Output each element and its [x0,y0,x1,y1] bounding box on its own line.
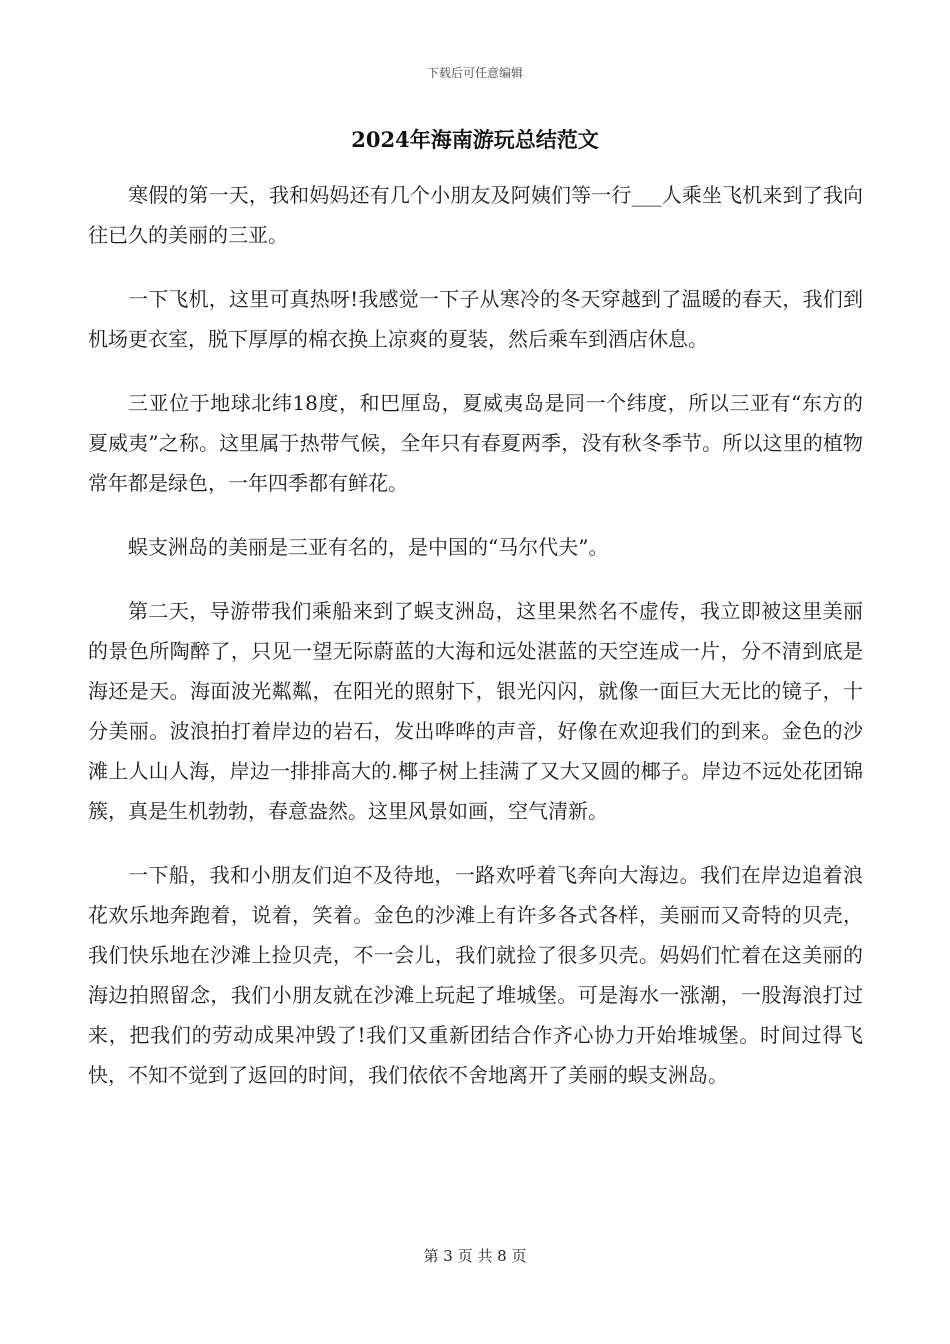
paragraph: 第二天，导游带我们乘船来到了蜈支洲岛，这里果然名不虚传，我立即被这里美丽的景色所陶醉了，只见一望无际蔚蓝的大海和远处湛蓝的天空连成一片，分不清到底是海还是天。海面波光粼粼，在阳光的照射下，银光闪闪，就像一面巨大无比的镜子，十分美丽。波浪拍打着岸边的岩石，发出哗哗的声音，好像在欢迎我们的到来。金色的沙滩上人山人海，岸边一排排高大的.椰子树上挂满了又大又圆的椰子。岸边不远处花团锦簇，真是生机勃勃，春意盎然。这里风景如画，空气清新。 [88,599,863,823]
document-title: 2024年海南游玩总结范文 [351,127,599,152]
paragraph: 一下飞机，这里可真热呀!我感觉一下子从寒冷的冬天穿越到了温暖的春天，我们到机场更衣室，脱下厚厚的棉衣换上凉爽的夏装，然后乘车到酒店休息。 [88,287,863,351]
paragraph: 三亚位于地球北纬18度，和巴厘岛，夏威夷岛是同一个纬度，所以三亚有“东方的夏威夷”之称。这里属于热带气候，全年只有春夏两季，没有秋冬季节。所以这里的植物常年都是绿色，一年四季都有鲜花。 [88,391,863,495]
paragraph: 寒假的第一天，我和妈妈还有几个小朋友及阿姨们等一行___人乘坐飞机来到了我向往已久的美丽的三亚。 [88,183,863,247]
header-note: 下载后可任意编辑 [426,66,523,80]
document-body [88,175,863,1119]
page-number: 第 3 页 共 8 页 [423,1247,527,1265]
paragraph: 蜈支洲岛的美丽是三亚有名的，是中国的“马尔代夫”。 [128,535,609,559]
paragraph: 一下船，我和小朋友们迫不及待地，一路欢呼着飞奔向大海边。我们在岸边追着浪花欢乐地奔跑着，说着，笑着。金色的沙滩上有许多各式各样，美丽而又奇特的贝壳，我们快乐地在沙滩上捡贝壳，不一会儿，我们就捡了很多贝壳。妈妈们忙着在这美丽的海边拍照留念，我们小朋友就在沙滩上玩起了堆城堡。可是海水一涨潮，一股海浪打过来，把我们的劳动成果冲毁了!我们又重新团结合作齐心协力开始堆城堡。时间过得飞快，不知不觉到了返回的时间，我们依依不舍地离开了美丽的蜈支洲岛。 [88,863,863,1087]
